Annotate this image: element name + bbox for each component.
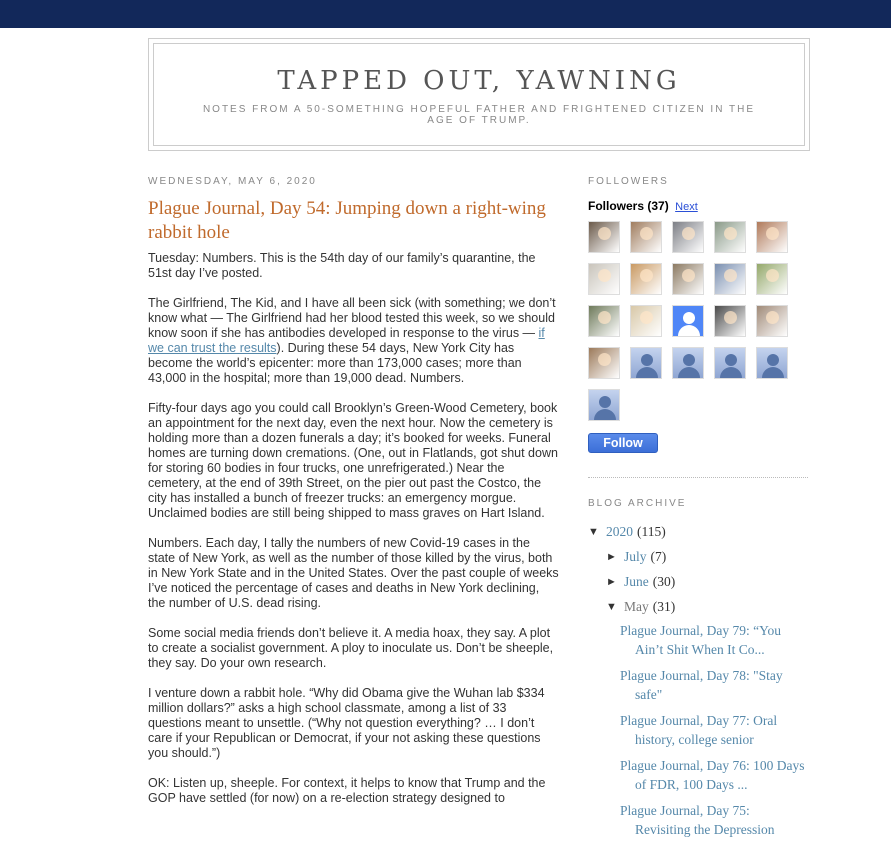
follower-avatar[interactable]	[714, 305, 746, 337]
follower-avatar[interactable]	[756, 347, 788, 379]
person-icon-body	[762, 367, 784, 379]
archive-month-count: (30)	[652, 573, 676, 589]
followers-count-row	[588, 197, 808, 215]
person-icon	[599, 396, 611, 408]
post-paragraph-2-end: ). During these 54 days, New York City has become the world’s epicenter: more than 173,000 cases; more than 43,000 in the hospital; more than 19,000 dead. Numbers.	[148, 341, 522, 385]
follower-avatar[interactable]	[630, 221, 662, 253]
avatar-face	[724, 227, 737, 240]
archive-month-toggle-icon[interactable]: ▼	[606, 600, 617, 613]
archive-post-link[interactable]: Plague Journal, Day 77: Oral history, college senior	[620, 713, 778, 747]
results-link[interactable]: if we can trust the results	[148, 326, 545, 355]
person-icon-body	[678, 325, 700, 337]
post-title[interactable]: Plague Journal, Day 54: Jumping down a right-wing rabbit hole	[148, 198, 546, 243]
person-icon	[641, 354, 653, 366]
person-icon-body	[636, 367, 658, 379]
avatar-face	[598, 353, 611, 366]
archive-month-july	[588, 544, 808, 569]
follow-button[interactable]: Follow	[588, 433, 658, 453]
post-paragraph-1: Tuesday: Numbers. This is the 54th day of our family’s quarantine, the 51st day I’ve posted.	[148, 251, 536, 280]
follower-avatar[interactable]	[672, 221, 704, 253]
follower-avatar[interactable]	[588, 389, 620, 421]
avatar-face	[724, 311, 737, 324]
follower-avatar[interactable]	[714, 263, 746, 295]
follower-avatar[interactable]	[714, 221, 746, 253]
archive-post-list	[620, 621, 808, 839]
avatar-face	[640, 227, 653, 240]
top-navbar	[0, 0, 891, 28]
followers-count: Followers (37)	[588, 199, 669, 213]
avatar-face	[640, 269, 653, 282]
person-icon	[683, 354, 695, 366]
avatar-face	[640, 311, 653, 324]
sidebar	[588, 176, 808, 846]
post-date: WEDNESDAY, MAY 6, 2020	[148, 176, 317, 187]
avatar-face	[766, 227, 779, 240]
followers-next-link[interactable]: Next	[675, 201, 698, 213]
archive-heading: BLOG ARCHIVE	[588, 498, 687, 509]
blog-archive	[588, 519, 808, 839]
archive-month-may	[588, 594, 808, 619]
archive-year-toggle-icon[interactable]: ▼	[588, 525, 599, 538]
person-icon	[683, 312, 695, 324]
blog-header	[148, 38, 810, 151]
follower-avatar[interactable]	[756, 221, 788, 253]
blog-header-inner	[153, 43, 805, 146]
archive-month-june	[588, 569, 808, 594]
avatar-face	[682, 269, 695, 282]
avatar-face	[598, 227, 611, 240]
follower-avatar[interactable]	[588, 347, 620, 379]
post-paragraph-6: I venture down a rabbit hole. “Why did Obama give the Wuhan lab $334 million dollars?” asks a high school classmate, among a list of 33 questions meant to unsettle. (“Why not question everything? … I don’t care if your Republican or Democrat, if your not asking these questions you should.”)	[148, 686, 545, 760]
sidebar-divider	[588, 477, 808, 478]
archive-month-toggle-icon[interactable]: ►	[606, 575, 617, 588]
avatar-face	[598, 269, 611, 282]
archive-year-row	[588, 519, 808, 544]
follower-grid	[588, 221, 808, 421]
archive-month-link[interactable]: May	[624, 598, 649, 614]
person-icon	[725, 354, 737, 366]
archive-post-link[interactable]: Plague Journal, Day 78: "Stay safe"	[620, 668, 783, 702]
follower-avatar[interactable]	[756, 263, 788, 295]
avatar-face	[682, 227, 695, 240]
avatar-face	[766, 311, 779, 324]
avatar-face	[766, 269, 779, 282]
archive-post-link[interactable]: Plague Journal, Day 79: “You Ain’t Shit When It Co...	[620, 623, 781, 657]
person-icon-body	[594, 409, 616, 421]
follower-avatar[interactable]	[672, 347, 704, 379]
archive-post-link[interactable]: Plague Journal, Day 76: 100 Days of FDR, 100 Days ...	[620, 758, 805, 792]
post-paragraph-2-start: The Girlfriend, The Kid, and I have all been sick (with something; we don’t know what — The Girlfriend had her blood tested this week, so we should know soon if she has antibodies developed in response to the virus —	[148, 296, 556, 340]
follower-avatar[interactable]	[588, 305, 620, 337]
person-icon-body	[678, 367, 700, 379]
followers-heading: FOLLOWERS	[588, 176, 669, 187]
archive-month-link[interactable]: June	[624, 573, 649, 589]
follower-avatar[interactable]	[672, 263, 704, 295]
archive-month-count: (31)	[652, 598, 676, 614]
archive-post-link[interactable]: Plague Journal, Day 75: Revisiting the Depression	[620, 803, 775, 837]
post-paragraph-2	[148, 296, 560, 386]
follower-avatar[interactable]	[630, 263, 662, 295]
follower-avatar[interactable]	[630, 347, 662, 379]
follower-avatar[interactable]	[630, 305, 662, 337]
avatar-face	[724, 269, 737, 282]
archive-month-link[interactable]: July	[624, 548, 647, 564]
blog-title[interactable]: TAPPED OUT, YAWNING	[277, 66, 681, 96]
follower-avatar[interactable]	[588, 221, 620, 253]
avatar-face	[598, 311, 611, 324]
follower-avatar[interactable]	[756, 305, 788, 337]
person-icon	[767, 354, 779, 366]
post-body	[148, 251, 560, 806]
archive-month-toggle-icon[interactable]: ►	[606, 550, 617, 563]
post-paragraph-4: Numbers. Each day, I tally the numbers of new Covid-19 cases in the state of New York, as well as the number of those killed by the virus, both in New York State and in the United States. Over the past couple of weeks I’ve noticed the percentage of cases and deaths in New York declining, the number of U.S. dead rising.	[148, 536, 559, 610]
person-icon-body	[720, 367, 742, 379]
main-column	[148, 176, 560, 821]
follower-avatar[interactable]	[714, 347, 746, 379]
blog-description: NOTES FROM A 50-SOMETHING HOPEFUL FATHER AND FRIGHTENED CITIZEN IN THE AGE OF TRUMP.	[202, 104, 756, 126]
follower-avatar[interactable]	[588, 263, 620, 295]
archive-year-link[interactable]: 2020	[606, 523, 633, 539]
post-paragraph-5: Some social media friends don’t believe it. A media hoax, they say. A plot to create a socialist government. A ploy to inoculate us. Don’t be sheeple, they say. Do your own research.	[148, 626, 554, 670]
archive-year-count: (115)	[637, 523, 666, 539]
post-paragraph-3: Fifty-four days ago you could call Brooklyn’s Green-Wood Cemetery, book an appointment for the next day, even the next hour. Now the cemetery is holding more than a dozen funerals a day; it’s booked for weeks. Funeral homes are turning down cremations. (One, out in Flatlands, got shut down for storing 60 bodies in four trucks, one unrefrigerated.) Near the cemetery, at the end of 39th Street, on the pier out past the Costco, the city has installed a bunch of freezer trucks: an emergency morgue. Unclaimed bodies are still being shipped to mass graves on Hart Island.	[148, 401, 558, 520]
post-paragraph-7: OK: Listen up, sheeple. For context, it helps to know that Trump and the GOP have settled (for now) on a re-election strategy designed to	[148, 776, 546, 805]
follower-avatar[interactable]	[672, 305, 704, 337]
archive-month-count: (7)	[650, 548, 667, 564]
